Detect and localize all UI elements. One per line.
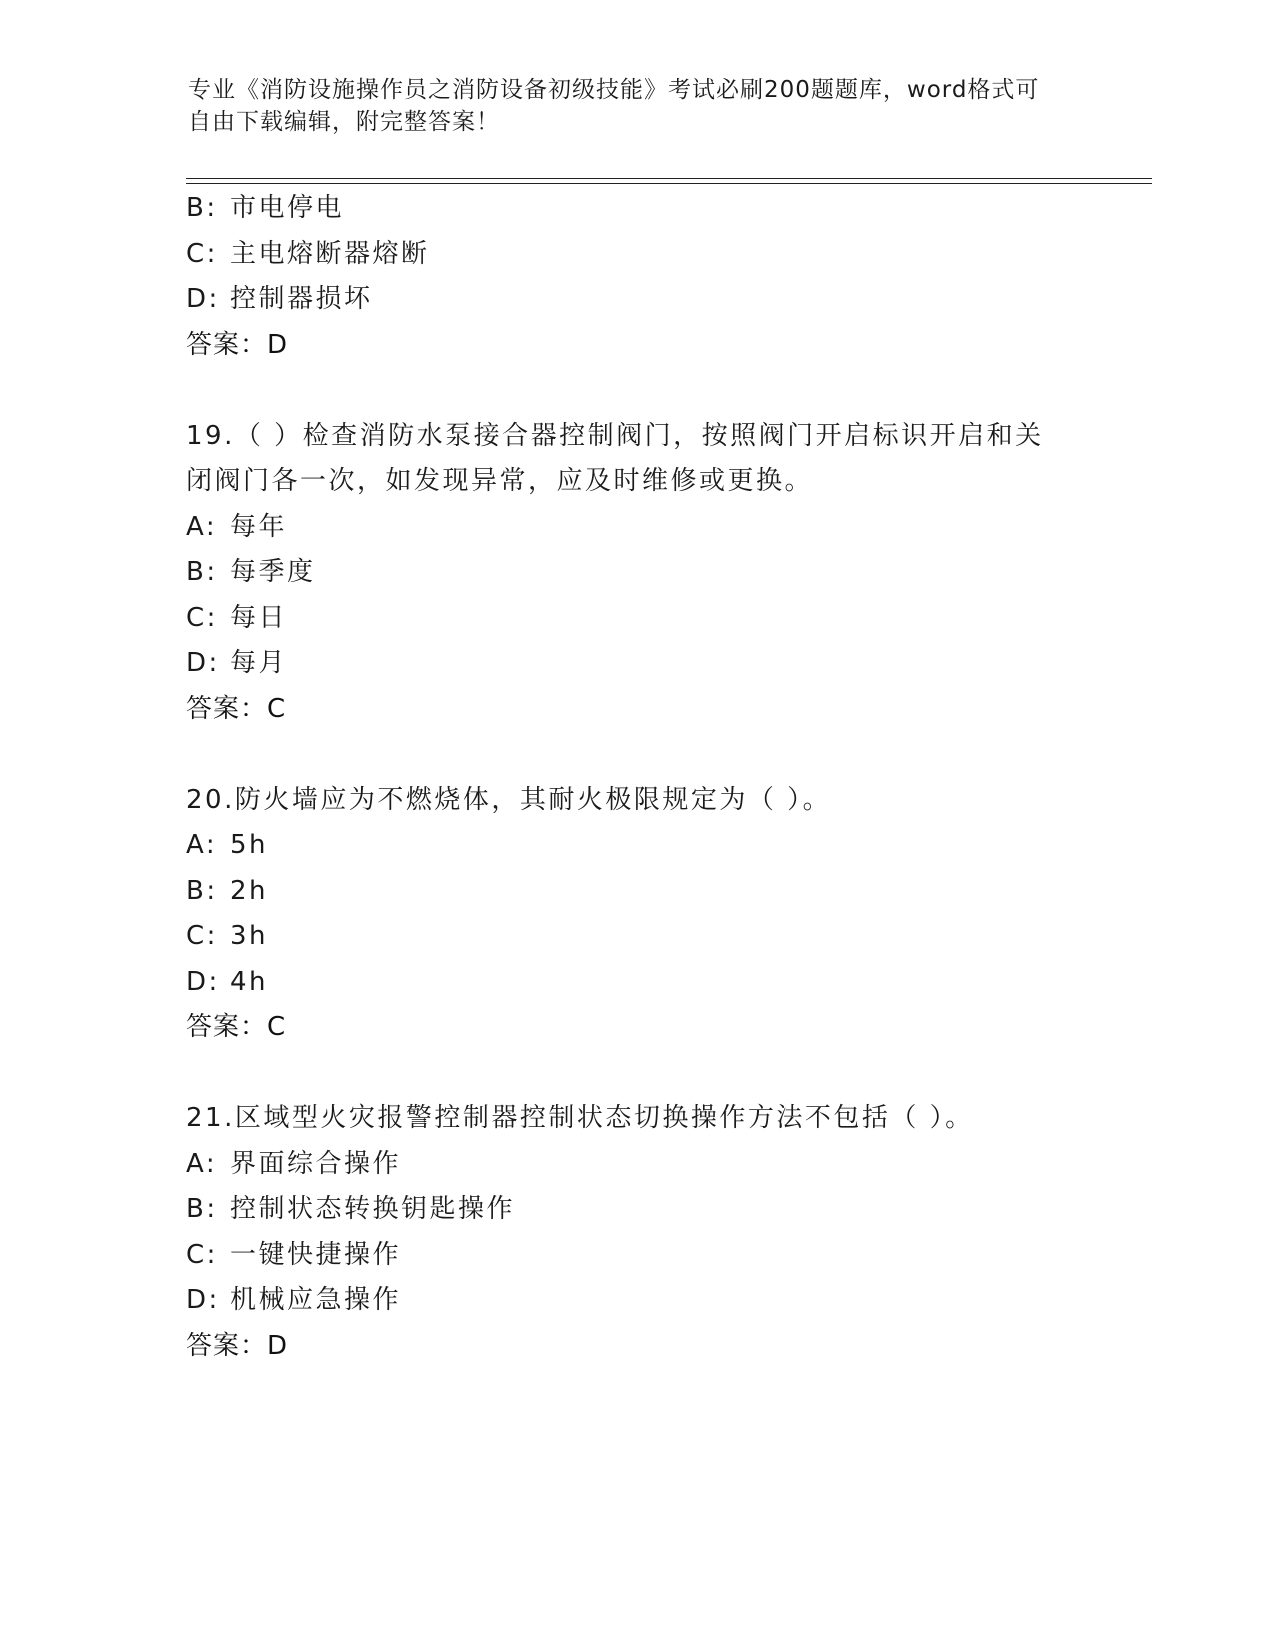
option-a: A: 每年 [186, 511, 288, 542]
option-d: D: 每月 [186, 648, 288, 678]
option-c: C: 主电熔断器熔断 [186, 238, 430, 269]
option-b: B: 2h [186, 875, 269, 906]
question-stem-line-2: 闭阀门各一次，如发现异常，应及时维修或更换。 [186, 466, 814, 496]
question-18-continued [186, 186, 1146, 368]
option-a: A: 5h [186, 830, 269, 860]
question-20 [186, 778, 1146, 1051]
header-divider-bottom [186, 183, 1152, 184]
option-a: A: 界面综合操作 [186, 1148, 402, 1179]
question-stem-line-1: 20.防火墙应为不燃烧体，其耐火极限规定为（ ）。 [186, 784, 832, 815]
question-21 [186, 1096, 1146, 1369]
answer-line: 答案：D [186, 329, 289, 360]
spacer [186, 368, 1146, 414]
answer-line: 答案：C [186, 1012, 287, 1042]
spacer [186, 732, 1146, 778]
option-c: C: 3h [186, 921, 269, 951]
header-title-line-2: 自由下载编辑，附完整答案！ [188, 109, 500, 135]
spacer [186, 1051, 1146, 1097]
option-c: C: 每日 [186, 602, 288, 633]
header-title-line-1: 专业《消防设施操作员之消防设备初级技能》考试必刷200题题库，word格式可 [188, 77, 1040, 103]
document-header [188, 74, 1088, 138]
option-d: D: 4h [186, 966, 269, 997]
option-b: B: 每季度 [186, 557, 316, 587]
question-19 [186, 414, 1146, 733]
option-b: B: 市电停电 [186, 193, 345, 223]
question-stem-line-1: 19.（ ）检查消防水泵接合器控制阀门，按照阀门开启标识开启和关 [186, 420, 1044, 451]
option-c: C: 一键快捷操作 [186, 1239, 402, 1270]
answer-line: 答案：C [186, 693, 287, 724]
document-body [186, 186, 1146, 1369]
header-divider-top [186, 178, 1152, 179]
option-d: D: 机械应急操作 [186, 1285, 402, 1315]
option-d: D: 控制器损坏 [186, 284, 373, 314]
option-b: B: 控制状态转换钥匙操作 [186, 1194, 516, 1224]
question-stem-line-1: 21.区域型火灾报警控制器控制状态切换操作方法不包括（ ）。 [186, 1103, 974, 1133]
answer-line: 答案：D [186, 1330, 289, 1361]
